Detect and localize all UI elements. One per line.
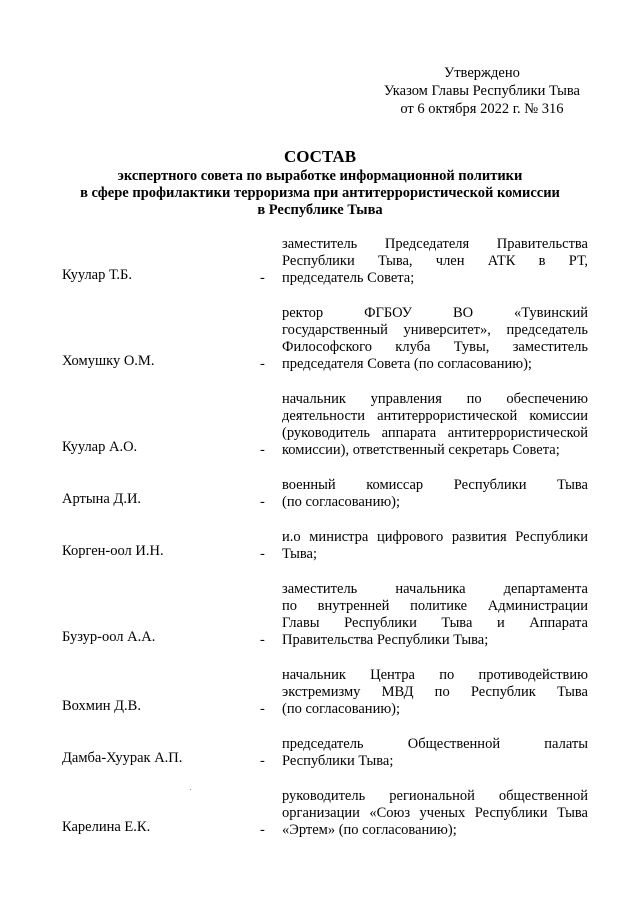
- member-position: [282, 736, 588, 770]
- member-position-line: экстремизму МВД по Республик Тыва: [282, 684, 588, 700]
- member-dash: -: [260, 442, 265, 458]
- member-position-line: Республики Тыва, член АТК в РТ,: [282, 253, 588, 269]
- member-position-line: деятельности антитеррористической комиссии: [282, 408, 588, 424]
- member-position: [282, 236, 588, 287]
- title-line-2: в сфере профилактики терроризма при антитеррористической комиссии: [80, 185, 560, 201]
- member-position: [282, 305, 588, 373]
- member-name: Куулар Т.Б.: [62, 267, 132, 283]
- member-position-line: начальник Центра по противодействию: [282, 667, 588, 683]
- member-position-line: председатель Совета;: [282, 270, 415, 286]
- member-dash: -: [260, 701, 265, 717]
- member-position-line: и.о министра цифрового развития Республики: [282, 529, 588, 545]
- member-position: [282, 667, 588, 718]
- scan-speck: [190, 789, 191, 790]
- member-position-line: руководитель региональной общественной: [282, 788, 588, 804]
- member-name: Хомушку О.М.: [62, 353, 155, 369]
- member-name: Дамба-Хуурак А.П.: [62, 750, 183, 766]
- member-position-line: Правительства Республики Тыва;: [282, 632, 489, 648]
- member-name: Бузур-оол А.А.: [62, 629, 156, 645]
- member-name: Артына Д.И.: [62, 491, 142, 507]
- member-position-line: начальник управления по обеспечению: [282, 391, 588, 407]
- member-name: Карелина Е.К.: [62, 819, 151, 835]
- member-dash: -: [260, 632, 265, 648]
- member-position-line: заместитель Председателя Правительства: [282, 236, 588, 252]
- member-position-line: (руководитель аппарата антитеррористической: [282, 425, 588, 441]
- approval-line-3: от 6 октября 2022 г. № 316: [400, 101, 564, 117]
- member-position-line: «Эртем» (по согласованию);: [282, 822, 457, 838]
- title-main: СОСТАВ: [283, 147, 357, 166]
- member-name: Куулар А.О.: [62, 439, 138, 455]
- member-row: [62, 581, 588, 649]
- member-dash: -: [260, 546, 265, 562]
- approval-line-2: Указом Главы Республики Тыва: [383, 83, 580, 99]
- member-row: [62, 236, 588, 287]
- member-position-line: комиссии), ответственный секретарь Совета;: [282, 442, 560, 458]
- member-dash: -: [260, 270, 265, 286]
- member-row: [62, 529, 588, 563]
- member-row: [62, 667, 588, 718]
- member-position-line: Тыва;: [282, 546, 317, 562]
- member-position-line: по внутренней политике Администрации: [282, 598, 588, 614]
- member-position-line: заместитель начальника департамента: [282, 581, 588, 597]
- member-position-line: организации «Союз ученых Республики Тыва: [282, 805, 588, 821]
- member-position-line: председателя Совета (по согласованию);: [282, 356, 532, 372]
- members-list: [62, 236, 588, 857]
- member-position: [282, 477, 588, 511]
- member-position: [282, 581, 588, 649]
- member-position: [282, 391, 588, 459]
- member-row: [62, 788, 588, 839]
- member-position: [282, 788, 588, 839]
- member-row: [62, 736, 588, 770]
- member-position-line: военный комиссар Республики Тыва: [282, 477, 588, 493]
- member-position-line: Республики Тыва;: [282, 753, 394, 769]
- member-position: [282, 529, 588, 563]
- member-row: [62, 477, 588, 511]
- member-dash: -: [260, 494, 265, 510]
- member-name: Корген-оол И.Н.: [62, 543, 164, 559]
- member-dash: -: [260, 822, 265, 838]
- member-position-line: (по согласованию);: [282, 494, 401, 510]
- member-name: Вохмин Д.В.: [62, 698, 141, 714]
- member-row: [62, 305, 588, 373]
- title-line-1: экспертного совета по выработке информационной политики: [117, 168, 523, 184]
- member-position-line: Философского клуба Тувы, заместитель: [282, 339, 588, 355]
- member-position-line: председатель Общественной палаты: [282, 736, 588, 752]
- member-dash: -: [260, 753, 265, 769]
- member-row: [62, 391, 588, 459]
- member-position-line: ректор ФГБОУ ВО «Тувинский: [282, 305, 588, 321]
- title-line-3: в Республике Тыва: [257, 202, 383, 218]
- approval-line-1: Утверждено: [443, 65, 520, 81]
- member-position-line: (по согласованию);: [282, 701, 401, 717]
- approval-stamp: [384, 64, 580, 118]
- member-position-line: государственный университет», председатель: [282, 322, 588, 338]
- document-title: [60, 146, 580, 219]
- member-dash: -: [260, 356, 265, 372]
- member-position-line: Главы Республики Тыва и Аппарата: [282, 615, 588, 631]
